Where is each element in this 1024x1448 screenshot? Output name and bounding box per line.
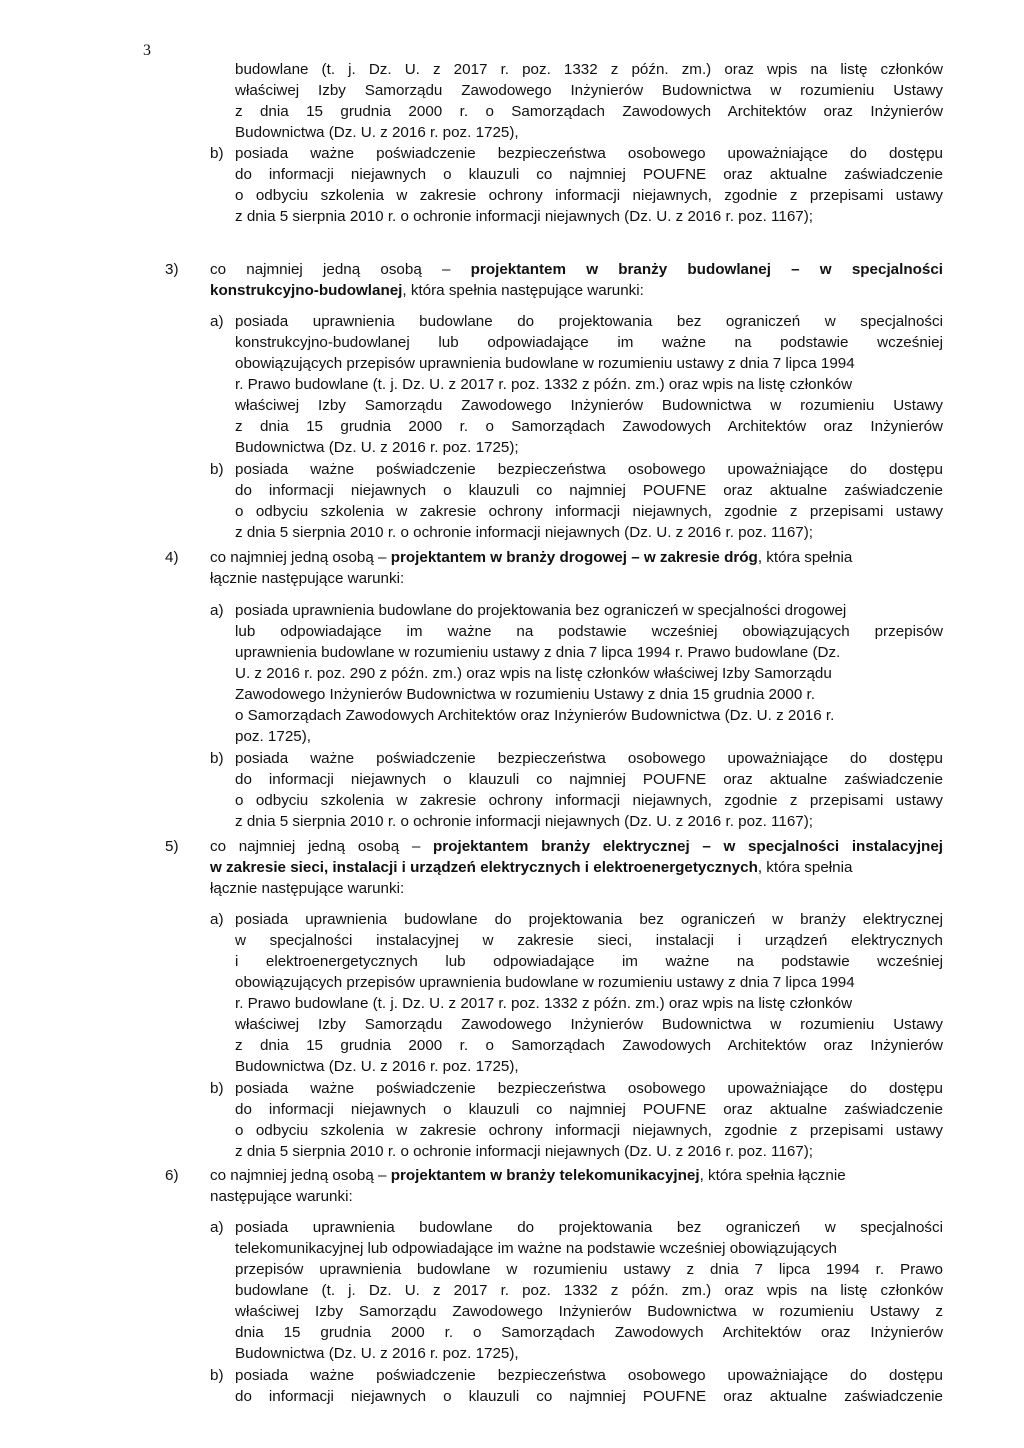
text-line: właściwej Izby Samorządu Zawodowego Inżynierów Budownictwa w rozumieniu Ustawy <box>235 82 943 99</box>
text-line: obowiązujących przepisów uprawnienia budowlane w rozumieniu ustawy z dnia 7 lipca 1994 <box>235 974 855 991</box>
text-line: dnia 15 grudnia 2000 r. o Samorządach Zawodowych Architektów oraz Inżynierów <box>235 1324 943 1341</box>
section-heading: łącznie następujące warunki: <box>210 880 405 897</box>
list-marker: b) <box>210 145 224 162</box>
text-line: z dnia 5 sierpnia 2010 r. o ochronie informacji niejawnych (Dz. U. z 2016 r. poz. 1167); <box>235 208 813 225</box>
text-line: do informacji niejawnych o klauzuli co najmniej POUFNE oraz aktualne zaświadczenie <box>235 1388 943 1405</box>
text-line: do informacji niejawnych o klauzuli co najmniej POUFNE oraz aktualne zaświadczenie <box>235 166 943 183</box>
text-line: uprawnienia budowlane w rozumieniu ustawy z dnia 7 lipca 1994 r. Prawo budowlane (Dz. <box>235 644 841 661</box>
text-line: do informacji niejawnych o klauzuli co najmniej POUFNE oraz aktualne zaświadczenie <box>235 771 943 788</box>
page-number: 3 <box>143 42 151 59</box>
text-line: o odbyciu szkolenia w zakresie ochrony informacji niejawnych, zgodnie z przepisami ustawy <box>235 1122 943 1139</box>
text-line: budowlane (t. j. Dz. U. z 2017 r. poz. 1332 z późn. zm.) oraz wpis na listę członków <box>235 1282 943 1299</box>
section-heading: co najmniej jedną osobą – projektantem branży elektrycznej – w specjalności instalacyjnej <box>210 838 943 855</box>
text-line: posiada ważne poświadczenie bezpieczeństwa osobowego upoważniające do dostępu <box>235 1367 943 1384</box>
text-line: r. Prawo budowlane (t. j. Dz. U. z 2017 r. poz. 1332 z późn. zm.) oraz wpis na listę członków <box>235 376 853 393</box>
list-marker: a) <box>210 313 224 330</box>
text-line: posiada ważne poświadczenie bezpieczeństwa osobowego upoważniające do dostępu <box>235 461 943 478</box>
text-line: w specjalności instalacyjnej w zakresie sieci, instalacji i urządzeń elektrycznych <box>235 932 943 949</box>
section-heading: co najmniej jedną osobą – projektantem w branży drogowej – w zakresie dróg, która spełnia <box>210 549 853 566</box>
text-line: posiada ważne poświadczenie bezpieczeństwa osobowego upoważniające do dostępu <box>235 145 943 162</box>
list-marker: a) <box>210 911 224 928</box>
text-line: obowiązujących przepisów uprawnienia budowlane w rozumieniu ustawy z dnia 7 lipca 1994 <box>235 355 855 372</box>
text-line: posiada ważne poświadczenie bezpieczeństwa osobowego upoważniające do dostępu <box>235 750 943 767</box>
text-line: Budownictwa (Dz. U. z 2016 r. poz. 1725), <box>235 1345 519 1362</box>
text-line: z dnia 5 sierpnia 2010 r. o ochronie informacji niejawnych (Dz. U. z 2016 r. poz. 1167); <box>235 813 813 830</box>
text-line: budowlane (t. j. Dz. U. z 2017 r. poz. 1332 z późn. zm.) oraz wpis na listę członków <box>235 61 943 78</box>
text-line: konstrukcyjno-budowlanej lub odpowiadające im ważne na podstawie wcześniej <box>235 334 943 351</box>
list-marker: a) <box>210 1219 224 1236</box>
text-line: o odbyciu szkolenia w zakresie ochrony informacji niejawnych, zgodnie z przepisami ustawy <box>235 187 943 204</box>
section-heading: konstrukcyjno-budowlanej, która spełnia następujące warunki: <box>210 282 644 299</box>
text-line: do informacji niejawnych o klauzuli co najmniej POUFNE oraz aktualne zaświadczenie <box>235 482 943 499</box>
section-number: 6) <box>165 1167 179 1184</box>
section-heading: w zakresie sieci, instalacji i urządzeń elektrycznych i elektroenergetycznych, która spełnia <box>210 859 853 876</box>
text-line: posiada uprawnienia budowlane do projektowania bez ograniczeń w branży elektrycznej <box>235 911 943 928</box>
text-line: właściwej Izby Samorządu Zawodowego Inżynierów Budownictwa w rozumieniu Ustawy z <box>235 1303 943 1320</box>
text-line: do informacji niejawnych o klauzuli co najmniej POUFNE oraz aktualne zaświadczenie <box>235 1101 943 1118</box>
text-line: posiada uprawnienia budowlane do projektowania bez ograniczeń w specjalności <box>235 313 943 330</box>
text-line: Budownictwa (Dz. U. z 2016 r. poz. 1725); <box>235 439 519 456</box>
text-line: z dnia 15 grudnia 2000 r. o Samorządach Zawodowych Architektów oraz Inżynierów <box>235 418 943 435</box>
list-marker: b) <box>210 1367 224 1384</box>
list-marker: b) <box>210 461 224 478</box>
text-line: właściwej Izby Samorządu Zawodowego Inżynierów Budownictwa w rozumieniu Ustawy <box>235 397 943 414</box>
text-line: o odbyciu szkolenia w zakresie ochrony informacji niejawnych, zgodnie z przepisami ustawy <box>235 792 943 809</box>
text-line: Budownictwa (Dz. U. z 2016 r. poz. 1725), <box>235 1058 519 1075</box>
text-line: Zawodowego Inżynierów Budownictwa w rozumieniu Ustawy z dnia 15 grudnia 2000 r. <box>235 686 815 703</box>
text-line: r. Prawo budowlane (t. j. Dz. U. z 2017 r. poz. 1332 z późn. zm.) oraz wpis na listę członków <box>235 995 853 1012</box>
section-heading: co najmniej jedną osobą – projektantem w branży budowlanej – w specjalności <box>210 261 943 278</box>
section-heading: co najmniej jedną osobą – projektantem w branży telekomunikacyjnej, która spełnia łącznie <box>210 1167 846 1184</box>
section-number: 4) <box>165 549 179 566</box>
text-line: lub odpowiadające im ważne na podstawie wcześniej obowiązujących przepisów <box>235 623 943 640</box>
text-line: posiada uprawnienia budowlane do projektowania bez ograniczeń w specjalności drogowej <box>235 602 847 619</box>
section-number: 3) <box>165 261 179 278</box>
section-number: 5) <box>165 838 179 855</box>
text-line: i elektroenergetycznych lub odpowiadające im ważne na podstawie wcześniej <box>235 953 943 970</box>
text-line: posiada uprawnienia budowlane do projektowania bez ograniczeń w specjalności <box>235 1219 943 1236</box>
list-marker: a) <box>210 602 224 619</box>
text-line: telekomunikacyjnej lub odpowiadające im ważne na podstawie wcześniej obowiązujących <box>235 1240 837 1257</box>
list-marker: b) <box>210 1080 224 1097</box>
text-line: właściwej Izby Samorządu Zawodowego Inżynierów Budownictwa w rozumieniu Ustawy <box>235 1016 943 1033</box>
text-line: z dnia 15 grudnia 2000 r. o Samorządach Zawodowych Architektów oraz Inżynierów <box>235 103 943 120</box>
text-line: o odbyciu szkolenia w zakresie ochrony informacji niejawnych, zgodnie z przepisami ustawy <box>235 503 943 520</box>
text-line: U. z 2016 r. poz. 290 z późn. zm.) oraz wpis na listę członków właściwej Izby Samorządu <box>235 665 832 682</box>
section-heading: łącznie następujące warunki: <box>210 570 405 587</box>
text-line: Budownictwa (Dz. U. z 2016 r. poz. 1725), <box>235 124 519 141</box>
text-line: posiada ważne poświadczenie bezpieczeństwa osobowego upoważniające do dostępu <box>235 1080 943 1097</box>
text-line: przepisów uprawnienia budowlane w rozumieniu ustawy z dnia 7 lipca 1994 r. Prawo <box>235 1261 943 1278</box>
text-line: z dnia 5 sierpnia 2010 r. o ochronie informacji niejawnych (Dz. U. z 2016 r. poz. 1167); <box>235 524 813 541</box>
section-heading: następujące warunki: <box>210 1188 353 1205</box>
list-marker: b) <box>210 750 224 767</box>
text-line: z dnia 15 grudnia 2000 r. o Samorządach Zawodowych Architektów oraz Inżynierów <box>235 1037 943 1054</box>
text-line: z dnia 5 sierpnia 2010 r. o ochronie informacji niejawnych (Dz. U. z 2016 r. poz. 1167); <box>235 1143 813 1160</box>
text-line: poz. 1725), <box>235 728 311 745</box>
text-line: o Samorządach Zawodowych Architektów oraz Inżynierów Budownictwa (Dz. U. z 2016 r. <box>235 707 835 724</box>
